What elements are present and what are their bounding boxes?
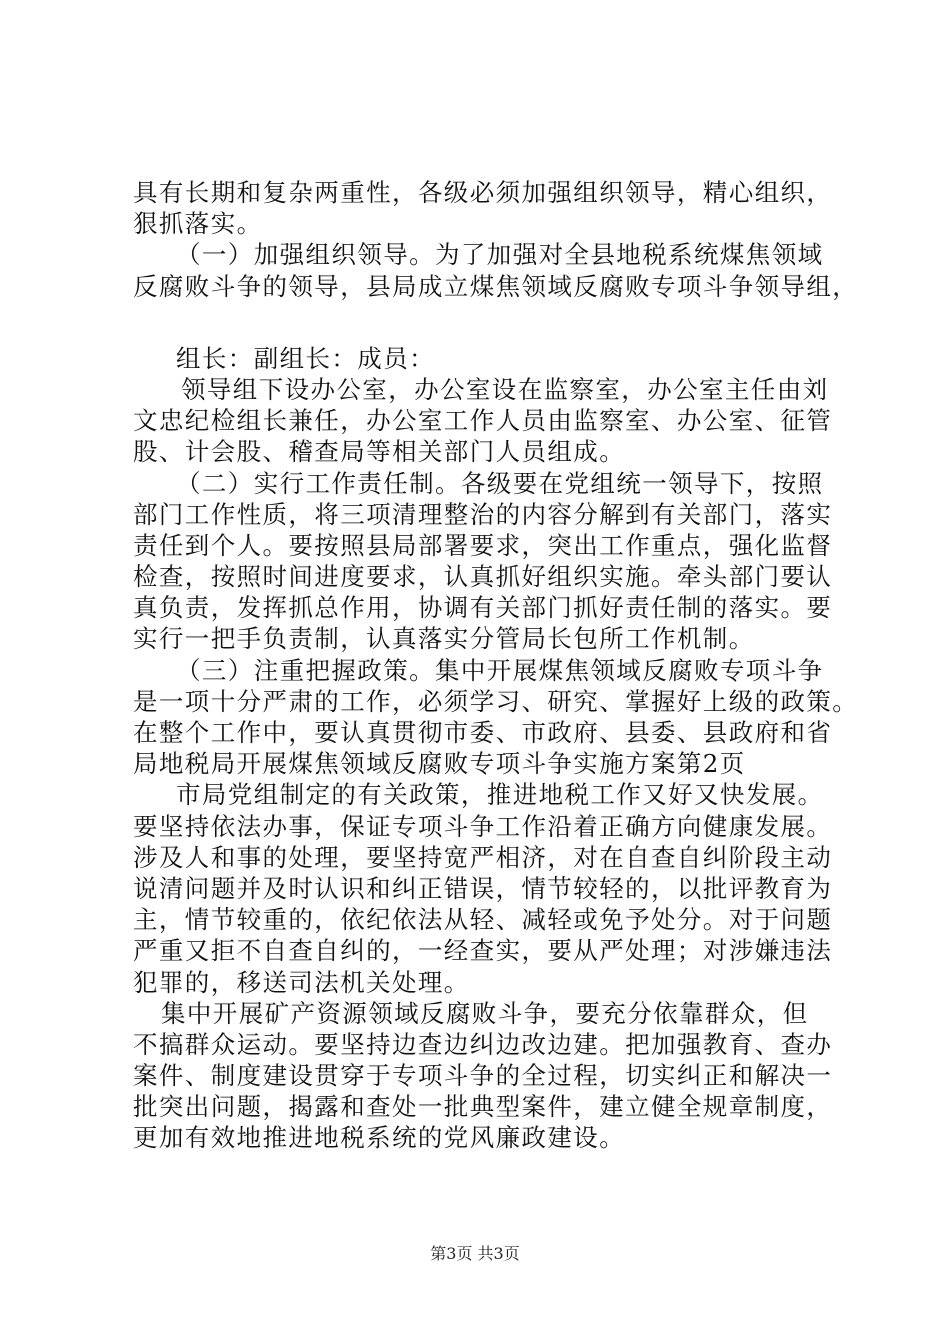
text-line: 在整个工作中，要认真贯彻市委、市政府、县委、县政府和省: [133, 718, 833, 747]
text-line: （一）加强组织领导。为了加强对全县地税系统煤焦领域: [176, 240, 824, 270]
text-line: 真负责，发挥抓总作用，协调有关部门抓好责任制的落实。要: [133, 593, 833, 623]
text-line: 是一项十分严肃的工作，必须学习、研究、掌握好上级的政策。: [133, 686, 859, 716]
text-line: 涉及人和事的处理，要坚持宽严相济，对在自查自纠阶段主动: [133, 842, 833, 872]
text-line: 案件、制度建设贯穿于专项斗争的全过程，切实纠正和解决一: [133, 1061, 833, 1091]
page-footer: 第3页 共3页: [430, 1244, 520, 1263]
text-line: 不搞群众运动。要坚持边查边纠边改边建。把加强教育、查办: [133, 1029, 833, 1059]
text-line: 说清问题并及时认识和纠正错误，情节较轻的，以批评教育为: [133, 873, 833, 903]
text-line: 股、计会股、稽查局等相关部门人员组成。: [133, 437, 626, 467]
paragraph-gap: [133, 302, 823, 343]
text-line: 狠抓落实。: [133, 209, 263, 239]
text-line: 实行一把手负责制，认真落实分管局长包所工作机制。: [133, 624, 755, 654]
text-line: 组长：副组长：成员：: [176, 343, 435, 373]
text-line: 责任到个人。要按照县局部署要求，突出工作重点，强化监督: [133, 530, 833, 560]
text-line: （二）实行工作责任制。各级要在党组统一领导下，按照: [176, 468, 824, 498]
text-line: 领导组下设办公室，办公室设在监察室，办公室主任由刘: [181, 374, 829, 404]
text-line: 反腐败斗争的领导，县局成立煤焦领域反腐败专项斗争领导组，: [133, 271, 859, 301]
text-line: 部门工作性质，将三项清理整治的内容分解到有关部门，落实: [133, 499, 833, 529]
document-body: [133, 177, 859, 1154]
text-line: （三）注重把握政策。集中开展煤焦领域反腐败专项斗争: [176, 655, 824, 685]
text-line: 严重又拒不自查自纠的，一经查实，要从严处理；对涉嫌违法: [133, 936, 833, 966]
text-line: 要坚持依法办事，保证专项斗争工作沿着正确方向健康发展。: [133, 811, 833, 841]
text-line: 批突出问题，揭露和查处一批典型案件，建立健全规章制度，: [133, 1092, 833, 1122]
text-line: 犯罪的，移送司法机关处理。: [133, 967, 470, 997]
text-line: 具有长期和复杂两重性，各级必须加强组织领导，精心组织，: [133, 178, 833, 207]
text-line: 市局党组制定的有关政策，推进地税工作又好又快发展。: [176, 780, 824, 810]
text-line: 局地税局开展煤焦领域反腐败专项斗争实施方案第2页: [133, 749, 746, 779]
text-line: 文忠纪检组长兼任，办公室工作人员由监察室、办公室、征管: [133, 406, 833, 436]
text-line: 集中开展矿产资源领域反腐败斗争，要充分依靠群众，但: [161, 998, 809, 1028]
text-line: 更加有效地推进地税系统的党风廉政建设。: [133, 1123, 626, 1153]
text-line: 主，情节较重的，依纪依法从轻、减轻或免予处分。对于问题: [133, 905, 833, 935]
text-line: 检查，按照时间进度要求，认真抓好组织实施。牵头部门要认: [133, 562, 833, 592]
